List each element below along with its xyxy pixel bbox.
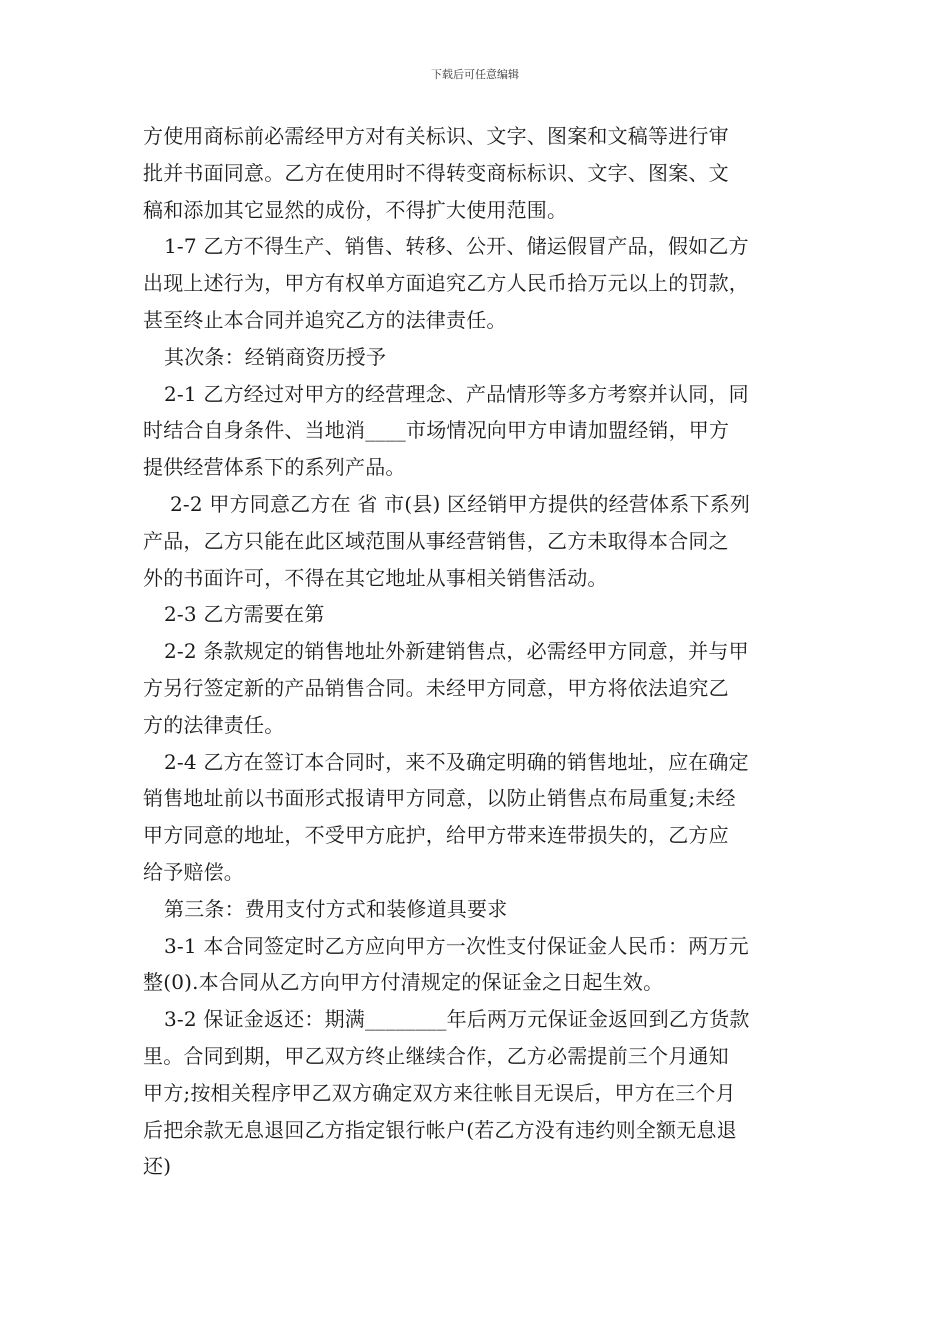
clause-2-3: 2-3 乙方需要在第	[164, 602, 325, 627]
text-line: 甚至终止本合同并追究乙方的法律责任。	[143, 307, 507, 332]
text-line: 稿和添加其它显然的成份，不得扩大使用范围。	[143, 197, 568, 222]
text-line: 批并书面同意。乙方在使用时不得转变商标标识、文字、图案、文	[143, 160, 729, 185]
text-line: 甲方同意的地址，不受甲方庇护，给甲方带来连带损失的，乙方应	[143, 823, 729, 848]
clause-3-1: 3-1 本合同签定时乙方应向甲方一次性支付保证金人民币：两万元	[164, 933, 749, 958]
text-line: 还)	[143, 1154, 172, 1179]
text-line: 外的书面许可，不得在其它地址从事相关销售活动。	[143, 565, 608, 590]
clause-2-2: 2-2 甲方同意乙方在 省 市(县) 区经销甲方提供的经营体系下系列	[170, 491, 751, 516]
clause-3-2: 3-2 保证金返还：期满________年后两万元保证金返回到乙方货款	[164, 1007, 750, 1032]
clause-2-1: 2-1 乙方经过对甲方的经营理念、产品情形等多方考察并认同，同	[164, 381, 749, 406]
page-header: 下载后可任意编辑	[431, 68, 519, 81]
text-line: 后把余款无息退回乙方指定银行帐户(若乙方没有违约则全额无息退	[143, 1117, 737, 1142]
text-line: 产品，乙方只能在此区域范围从事经营销售，乙方未取得本合同之	[143, 528, 729, 553]
text-line: 里。合同到期，甲乙双方终止继续合作，乙方必需提前三个月通知	[143, 1043, 729, 1068]
text-line: 甲方;按相关程序甲乙双方确定双方来往帐目无误后，甲方在三个月	[143, 1080, 736, 1105]
text-line: 方使用商标前必需经甲方对有关标识、文字、图案和文稿等进行审	[143, 124, 729, 148]
article-2-heading: 其次条：经销商资历授予	[164, 344, 387, 369]
text-line: 整(0).本合同从乙方向甲方付清规定的保证金之日起生效。	[143, 970, 664, 995]
text-line: 出现上述行为，甲方有权单方面追究乙方人民币拾万元以上的罚款，	[143, 271, 749, 296]
text-line: 时结合自身条件、当地消____市场情况向甲方申请加盟经销，甲方	[143, 418, 730, 443]
clause-1-7: 1-7 乙方不得生产、销售、转移、公开、储运假冒产品，假如乙方	[164, 234, 749, 259]
text-line: 销售地址前以书面形式报请甲方同意，以防止销售点布局重复;未经	[143, 786, 736, 811]
document-body	[143, 118, 823, 1185]
clause-2-4: 2-4 乙方在签订本合同时，来不及确定明确的销售地址，应在确定	[164, 749, 749, 774]
text-line: 方的法律责任。	[143, 712, 285, 737]
text-line: 方另行签定新的产品销售合同。未经甲方同意，甲方将依法追究乙	[143, 675, 729, 700]
text-line: 提供经营体系下的系列产品。	[143, 455, 406, 480]
text-line: 给予赔偿。	[143, 859, 244, 884]
text-line: 2-2 条款规定的销售地址外新建销售点，必需经甲方同意，并与甲	[164, 639, 749, 664]
article-3-heading: 第三条：费用支付方式和装修道具要求	[164, 896, 508, 921]
